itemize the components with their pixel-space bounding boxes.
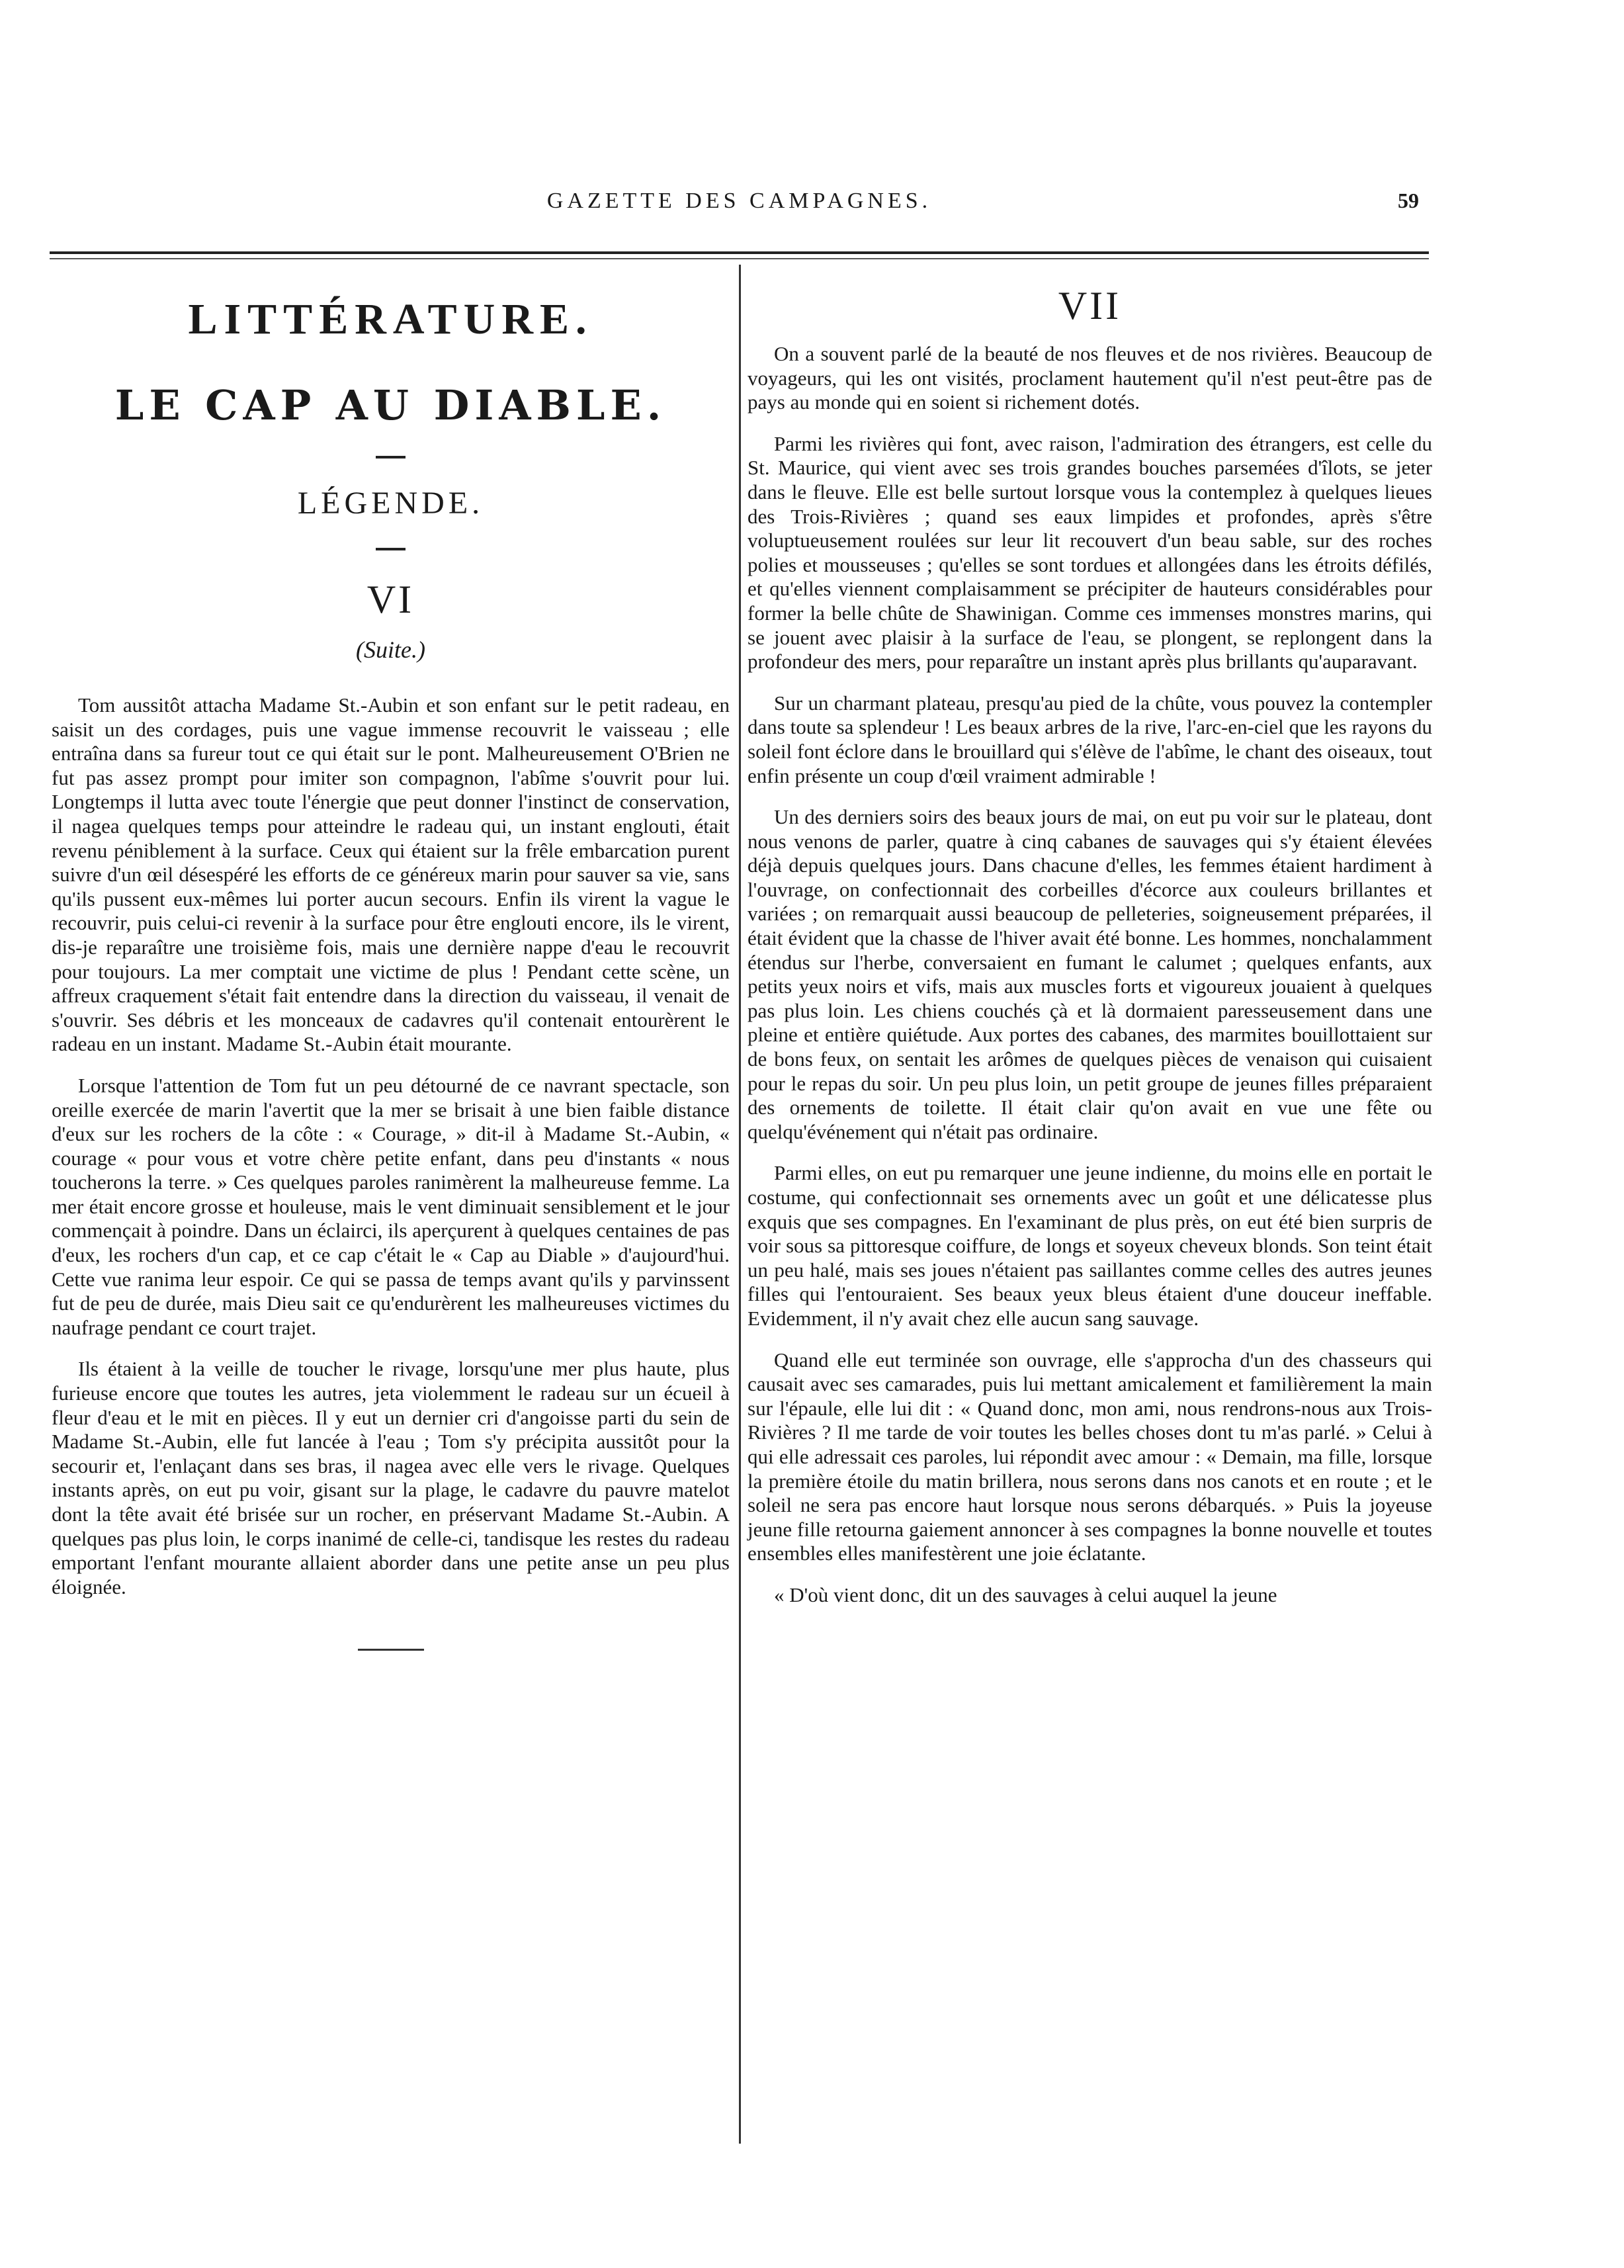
right-column bbox=[748, 278, 1432, 1625]
end-rule bbox=[358, 1649, 424, 1651]
paragraph: Parmi elles, on eut pu remarquer une jeune indienne, du moins elle en portait le costume, qui confectionnait ses ornements avec un goût et une délicatesse plus exquis que ses compagnes. En l'examinant de plus près, on eut été bien surpris de voir sous sa pittoresque coiffure, de longs et soyeux cheveux blonds. Son teint était un peu halé, mais ses joues n'étaient pas saillantes comme celles des autres jeunes filles qui l'entouraient. Ses beaux yeux bleus étaient d'une douceur ineffable. Evidemment, il n'y avait chez elle aucun sang sauvage. bbox=[748, 1161, 1432, 1330]
paragraph: Lorsque l'attention de Tom fut un peu détourné de ce navrant spectacle, son oreille exercée de marin l'avertit que la mer se brisait à une bien faible distance d'eux sur les rochers de la côte : « Courage, » dit-il à Madame St.-Aubin, « courage « pour vous et votre chère petite enfant, dans peu d'instants « nous toucherons la terre. » Ces quelques paroles ranimèrent la malheureuse femme. La mer était encore grosse et houleuse, mais le vent diminuait sensiblement et le jour commençait à poindre. Dans un éclairci, ils aperçurent à quelques centaines de pas d'eux, les rochers d'un cap, et ce cap c'était le « Cap au Diable » d'aujourd'hui. Cette vue ranima leur espoir. Ce qui se passa de temps avant qu'ils y parvinssent fut de peu de durée, mais Dieu sait ce qu'endurèrent les malheureuses victimes du naufrage pendant ce court trajet. bbox=[52, 1073, 730, 1339]
chapter-number: VII bbox=[1058, 284, 1122, 327]
paragraph: « D'où vient donc, dit un des sauvages à celui auquel la jeune bbox=[774, 1583, 1277, 1606]
story-title: LE CAP AU DIABLE. bbox=[114, 381, 667, 429]
continued-label: (Suite.) bbox=[356, 636, 425, 663]
paragraph: Sur un charmant plateau, presqu'au pied de la chûte, vous pouvez la contempler dans toute sa splendeur ! Les beaux arbres de la rive, l'arc-en-ciel que les rayons du soleil font éclore dans le brouillard qui s'élève de l'abîme, le chant des oiseaux, tout enfin présente un coup d'œil vraiment admirable ! bbox=[748, 691, 1432, 787]
page-number: 59 bbox=[1398, 189, 1419, 212]
header-rule bbox=[50, 251, 1429, 254]
subtitle-separator bbox=[376, 548, 406, 550]
story-subtitle: LÉGENDE. bbox=[297, 486, 484, 521]
paragraph: Tom aussitôt attacha Madame St.-Aubin et son enfant sur le petit radeau, en saisit un des cordages, puis une vague immense recouvrit le vaisseau ; elle entraîna dans sa fureur tout ce qui était sur le pont. Malheureusement O'Brien ne fut pas assez prompt pour imiter son compagnon, l'abîme s'ouvrit pour lui. Longtemps il lutta avec toute l'énergie que peut donner l'instinct de conservation, il nagea quelques temps pour atteindre le radeau qui, un instant englouti, était revenu péniblement à la surface. Ceux qui étaient sur la frêle embarcation purent suivre d'un œil désespéré les efforts de ce généreux marin pour sauver sa vie, sans qu'ils pussent eux-mêmes lui porter aucun secours. Enfin ils virent la vague le recouvrir, puis celui-ci revenir à la surface pour être englouti encore, ils le virent, dis-je reparaître une troisième fois, mais une dernière nappe d'eau le recouvrit pour toujours. La mer comptait une victime de plus ! Pendant cette scène, un affreux craquement s'était fait entendre dans la direction du vaisseau, il venait de s'ouvrir. Ses débris et les monceaux de cadavres qu'il contenait entourèrent le radeau en un instant. Madame St.-Aubin était mourante. bbox=[52, 693, 730, 1056]
title-separator bbox=[376, 456, 406, 458]
paragraph: Un des derniers soirs des beaux jours de mai, on eut pu voir sur le plateau, dont nous venons de parler, quatre à cinq cabanes de sauvages qui s'y étaient élevées déjà depuis quelques jours. Dans chacune d'elles, les femmes étaient hardiment à l'ouvrage, on confectionnait des corbeilles d'écorce aux couleurs brillantes et variées ; on remarquait aussi beaucoup de pelleteries, soigneusement préparées, il était évident que la chasse de l'hiver avait été bonne. Les hommes, nonchalamment étendus sur l'herbe, conversaient en fumant le calumet ; quelques enfants, aux petits yeux noirs et vifs, mais aux muscles forts et vigoureux jouaient à quelques pas plus loin. Les chiens couchés çà et là dormaient paresseusement dans une pleine et entière quiétude. Aux portes des cabanes, des marmites bouillottaient sur de bons feux, on sentait les arômes de quelques pièces de venaison qui cuisaient pour le repas du soir. Un peu plus loin, un petit groupe de jeunes filles préparaient des ornements de toilette. Il était clair qu'on avait en vue une fête ou quelqu'événement qui n'était pas ordinaire. bbox=[748, 805, 1432, 1143]
paragraph: Ils étaient à la veille de toucher le rivage, lorsqu'une mer plus haute, plus furieuse encore que toutes les autres, jeta violemment le radeau sur un écueil à fleur d'eau et le mit en pièces. Il y eut un dernier cri d'angoisse parti du sein de Madame St.-Aubin, elle fut lancée à l'eau ; Tom s'y précipita aussitôt pour la secourir et, l'enlaçant dans ses bras, il nagea avec elle vers le rivage. Quelques instants après, on eut pu voir, gisant sur la plage, le cadavre du pauvre matelot dont la tête avait été brisée sur un rocher, en préservant Madame St.-Aubin. A quelques pas plus loin, le corps inanimé de celle-ci, tandisque les restes du radeau emportant l'enfant mourante allaient aborder dans une petite anse un peu plus éloignée. bbox=[52, 1357, 730, 1598]
paragraph: Quand elle eut terminée son ouvrage, elle s'approcha d'un des chasseurs qui causait avec ses camarades, puis lui mettant amicalement et familièrement la main sur l'épaule, elle lui dit : « Quand donc, mon ami, nous rendrons-nous aux Trois-Rivières ? Il me tarde de voir toutes les belles choses dont tu m'as parlé. » Celui à qui elle adressait ces paroles, lui répondit avec amour : « Demain, ma fille, lorsque la première étoile du matin brillera, nous serons dans nos canots et en route ; et le soleil ne sera pas encore haut lorsque nous serons débarqués. » Puis la joyeuse jeune fille retourna gaiement annoncer à ses compagnes la bonne nouvelle et toutes ensembles elles manifestèrent une joie éclatante. bbox=[748, 1348, 1432, 1565]
page-header bbox=[50, 189, 1429, 222]
column-divider bbox=[739, 265, 741, 2144]
paragraph: Parmi les rivières qui font, avec raison, l'admiration des étrangers, est celle du St. Maurice, qui vient avec ses trois grandes bouches parsemées d'îlots, se jeter dans le fleuve. Elle est belle surtout lorsque vous la contemplez à quelques lieues des Trois-Rivières ; quand ses eaux limpides et profondes, après s'être voluptueusement roulées sur leur lit recouvert d'un beau sable, sur des roches polies et mousseuses ; qu'elles se sont tordues et allongées dans les étroits défilés, et qu'elles viennent complaisamment se précipiter de hauteurs considérables pour former la belle chûte de Shawinigan. Comme ces immenses monstres marins, qui se jouent avec plaisir à la surface de l'eau, se plongent, se replongent dans la profondeur des mers, pour reparaître un instant après plus brillants qu'auparavant. bbox=[748, 431, 1432, 674]
paragraph: On a souvent parlé de la beauté de nos fleuves et de nos rivières. Beaucoup de voyageurs, qui les ont visités, proclament hautement qu'il n'est peut-être pas de pays au monde qui en soient si richement dotés. bbox=[748, 342, 1432, 414]
newspaper-title: GAZETTE DES CAMPAGNES. bbox=[546, 189, 932, 213]
left-column bbox=[52, 278, 730, 1651]
section-title: LITTÉRATURE. bbox=[188, 295, 593, 343]
chapter-number: VI bbox=[366, 578, 415, 621]
header-rule-thin bbox=[50, 258, 1429, 259]
